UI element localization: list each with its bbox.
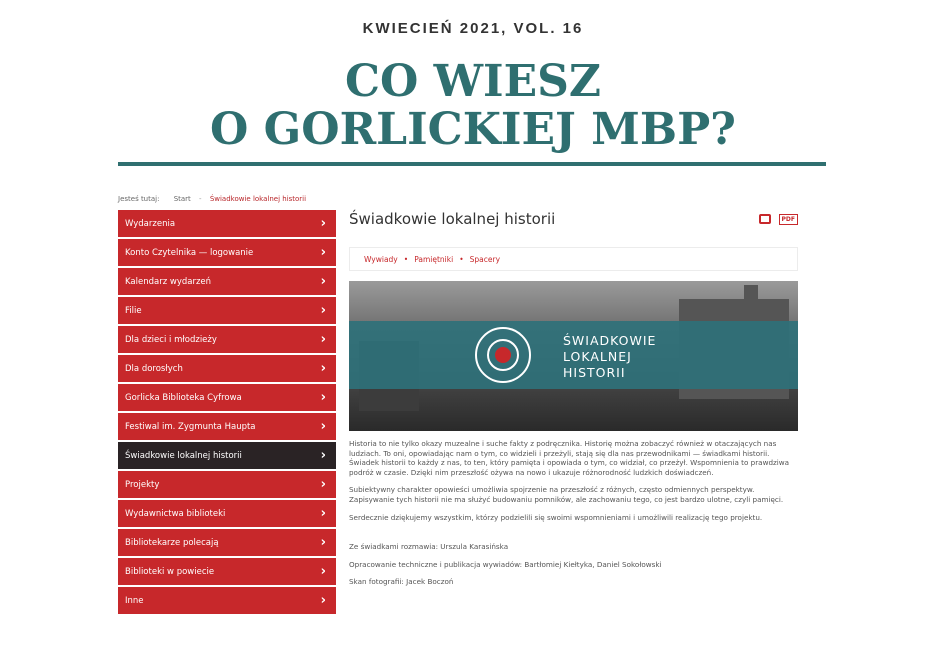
title-divider bbox=[118, 162, 826, 166]
sidebar-item-label: Dla dzieci i młodzieży bbox=[125, 334, 217, 345]
sidebar-item-label: Inne bbox=[125, 595, 144, 606]
sidebar-item-label: Kalendarz wydarzeń bbox=[125, 276, 212, 287]
sidebar-item-label: Gorlicka Biblioteka Cyfrowa bbox=[125, 392, 242, 403]
tower-shape bbox=[744, 285, 758, 315]
article-paragraph-thanks: Serdecznie dziękujemy wszystkim, którzy podzielili się swoimi wspomnieniami i umożliwili realizację tego projektu. bbox=[349, 512, 763, 522]
sidebar-item[interactable] bbox=[118, 413, 336, 440]
credit-technical: Opracowanie techniczne i publikacja wywiadów: Bartłomiej Kiełtyka, Daniel Sokołowski bbox=[349, 559, 662, 569]
tag-link-pamietniki[interactable]: Pamiętniki bbox=[414, 254, 454, 264]
chevron-right-icon: › bbox=[320, 332, 326, 347]
sidebar-item[interactable] bbox=[118, 326, 336, 353]
title-line-1: CO WIESZ bbox=[344, 56, 602, 107]
sidebar-item[interactable] bbox=[118, 239, 336, 266]
tag-separator: • bbox=[403, 254, 409, 264]
sidebar-menu bbox=[118, 210, 336, 616]
chevron-right-icon: › bbox=[320, 361, 326, 376]
chevron-right-icon: › bbox=[320, 303, 326, 318]
article bbox=[349, 210, 798, 587]
banner-line-2: LOKALNEJ bbox=[563, 349, 632, 364]
banner-text bbox=[563, 333, 656, 381]
sidebar-item-label: Konto Czytelnika — logowanie bbox=[125, 247, 254, 258]
breadcrumb-separator: - bbox=[199, 195, 202, 203]
sidebar-item[interactable] bbox=[118, 355, 336, 382]
chevron-right-icon: › bbox=[320, 216, 326, 231]
article-tools bbox=[759, 214, 798, 225]
chevron-right-icon: › bbox=[320, 564, 326, 579]
sidebar-item-label: Dla dorosłych bbox=[125, 363, 183, 374]
breadcrumb-home-link[interactable]: Start bbox=[173, 195, 191, 203]
credit-interviewer: Ze świadkami rozmawia: Urszula Karasińska bbox=[349, 542, 509, 552]
banner-line-1: ŚWIADKOWIE bbox=[563, 333, 657, 348]
sidebar-item-label: Festiwal im. Zygmunta Haupta bbox=[125, 421, 256, 432]
sidebar-item-label: Projekty bbox=[125, 479, 160, 490]
sidebar-item-label: Filie bbox=[125, 305, 142, 316]
tag-link-wywiady[interactable]: Wywiady bbox=[364, 254, 398, 264]
print-icon[interactable] bbox=[759, 214, 771, 224]
chevron-right-icon: › bbox=[320, 535, 326, 550]
chevron-right-icon: › bbox=[320, 477, 326, 492]
breadcrumb bbox=[118, 195, 306, 203]
breadcrumb-current: Świadkowie lokalnej historii bbox=[209, 195, 307, 203]
chevron-right-icon: › bbox=[320, 593, 326, 608]
chevron-right-icon: › bbox=[320, 390, 326, 405]
chevron-right-icon: › bbox=[320, 506, 326, 521]
sidebar-item[interactable] bbox=[118, 558, 336, 585]
breadcrumb-prefix: Jesteś tutaj: bbox=[118, 195, 160, 203]
banner-line-3: HISTORII bbox=[563, 365, 626, 380]
sidebar-item[interactable] bbox=[118, 268, 336, 295]
pdf-icon[interactable]: PDF bbox=[779, 214, 798, 225]
sidebar-item-label: Biblioteki w powiecie bbox=[125, 566, 215, 577]
sidebar-item[interactable] bbox=[118, 297, 336, 324]
sidebar-item[interactable] bbox=[118, 442, 336, 469]
sidebar-item[interactable] bbox=[118, 529, 336, 556]
tag-separator: • bbox=[459, 254, 464, 264]
sidebar-item[interactable] bbox=[118, 384, 336, 411]
sidebar-item[interactable] bbox=[118, 587, 336, 614]
sidebar-item-label: Bibliotekarze polecają bbox=[125, 537, 219, 548]
tag-link-spacery[interactable]: Spacery bbox=[469, 254, 501, 264]
page-title bbox=[0, 58, 946, 154]
sidebar-item-label: Wydarzenia bbox=[125, 218, 176, 229]
chevron-right-icon: › bbox=[320, 419, 326, 434]
article-title: Świadkowie lokalnej historii bbox=[349, 210, 556, 228]
credit-scan: Skan fotografii: Jacek Boczoń bbox=[349, 577, 454, 587]
issue-label: KWIECIEŃ 2021, VOL. 16 bbox=[362, 20, 584, 37]
sidebar-item-label: Wydawnictwa biblioteki bbox=[125, 508, 226, 519]
sidebar-item[interactable] bbox=[118, 210, 336, 237]
chevron-right-icon: › bbox=[320, 274, 326, 289]
sidebar-item[interactable] bbox=[118, 500, 336, 527]
chevron-right-icon: › bbox=[320, 245, 326, 260]
article-paragraph-perspective: Subiektywny charakter opowieści umożliwia spojrzenie na przeszłość z różnych, często odmiennych perspektyw. Zapisywanie tych historii nie ma służyć budowaniu pomników, ale zachowaniu tego, co jest bardzo ulotne, czyli pamięci. bbox=[349, 485, 784, 504]
title-line-2: O GORLICKIEJ MBP? bbox=[210, 104, 736, 155]
article-paragraph-intro: Historia to nie tylko okazy muzealne i suche fakty z podręcznika. Historię można zobaczyć również w otaczających nas ludziach. To oni, opowiadając nam o tym, co widzieli i przeżyli, stają się dla nas przewodnikami — świadkami historii. Świadek historii to każdy z nas, to ten, który pamięta i opowiada o tym, co widział, co przeżył. Wspomnienia to prawdziwa podróż w czasie. Dzięki nim przeszłość ożywa na nowo i ukazuje różnorodność ludzkich doświadczeń. bbox=[349, 439, 790, 477]
logo-red-dot bbox=[495, 347, 511, 363]
chevron-right-icon: › bbox=[320, 448, 326, 463]
banner-image bbox=[349, 281, 798, 431]
sidebar-item[interactable] bbox=[118, 471, 336, 498]
tag-bar bbox=[349, 247, 798, 271]
sidebar-item-label: Świadkowie lokalnej historii bbox=[125, 450, 242, 461]
